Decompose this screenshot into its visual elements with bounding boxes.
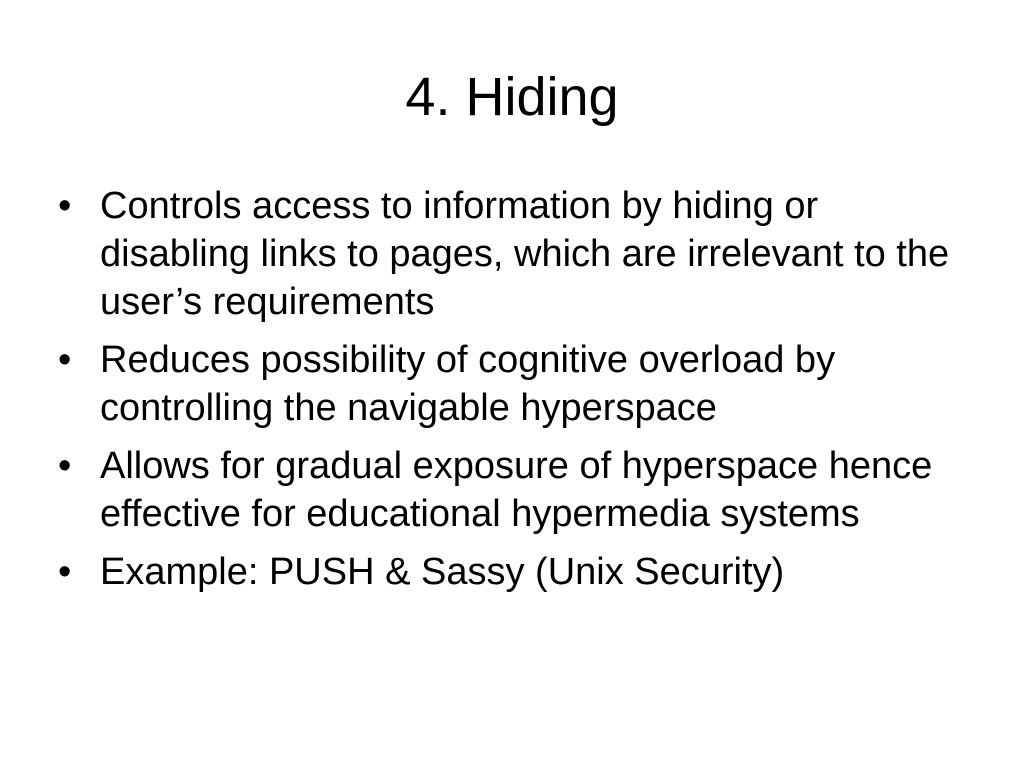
bullet-item [58,336,978,432]
bullet-item [58,442,978,538]
bullet-item [58,182,978,326]
slide-title: 4. Hiding [405,67,619,127]
bullet-text: Controls access to information by hiding or disabling links to pages, which are irrelevant to the user’s requirements [100,185,950,323]
bullet-icon: • [58,551,72,593]
bullet-icon: • [58,185,72,227]
bullet-text: Allows for gradual exposure of hyperspace hence effective for educational hypermedia systems [100,445,933,535]
bullet-list [58,182,978,606]
bullet-text: Reduces possibility of cognitive overload by controlling the navigable hyperspace [100,339,836,429]
bullet-text: Example: PUSH & Sassy (Unix Security) [100,551,785,593]
bullet-item [58,548,978,596]
bullet-icon: • [58,339,72,381]
bullet-icon: • [58,445,72,487]
